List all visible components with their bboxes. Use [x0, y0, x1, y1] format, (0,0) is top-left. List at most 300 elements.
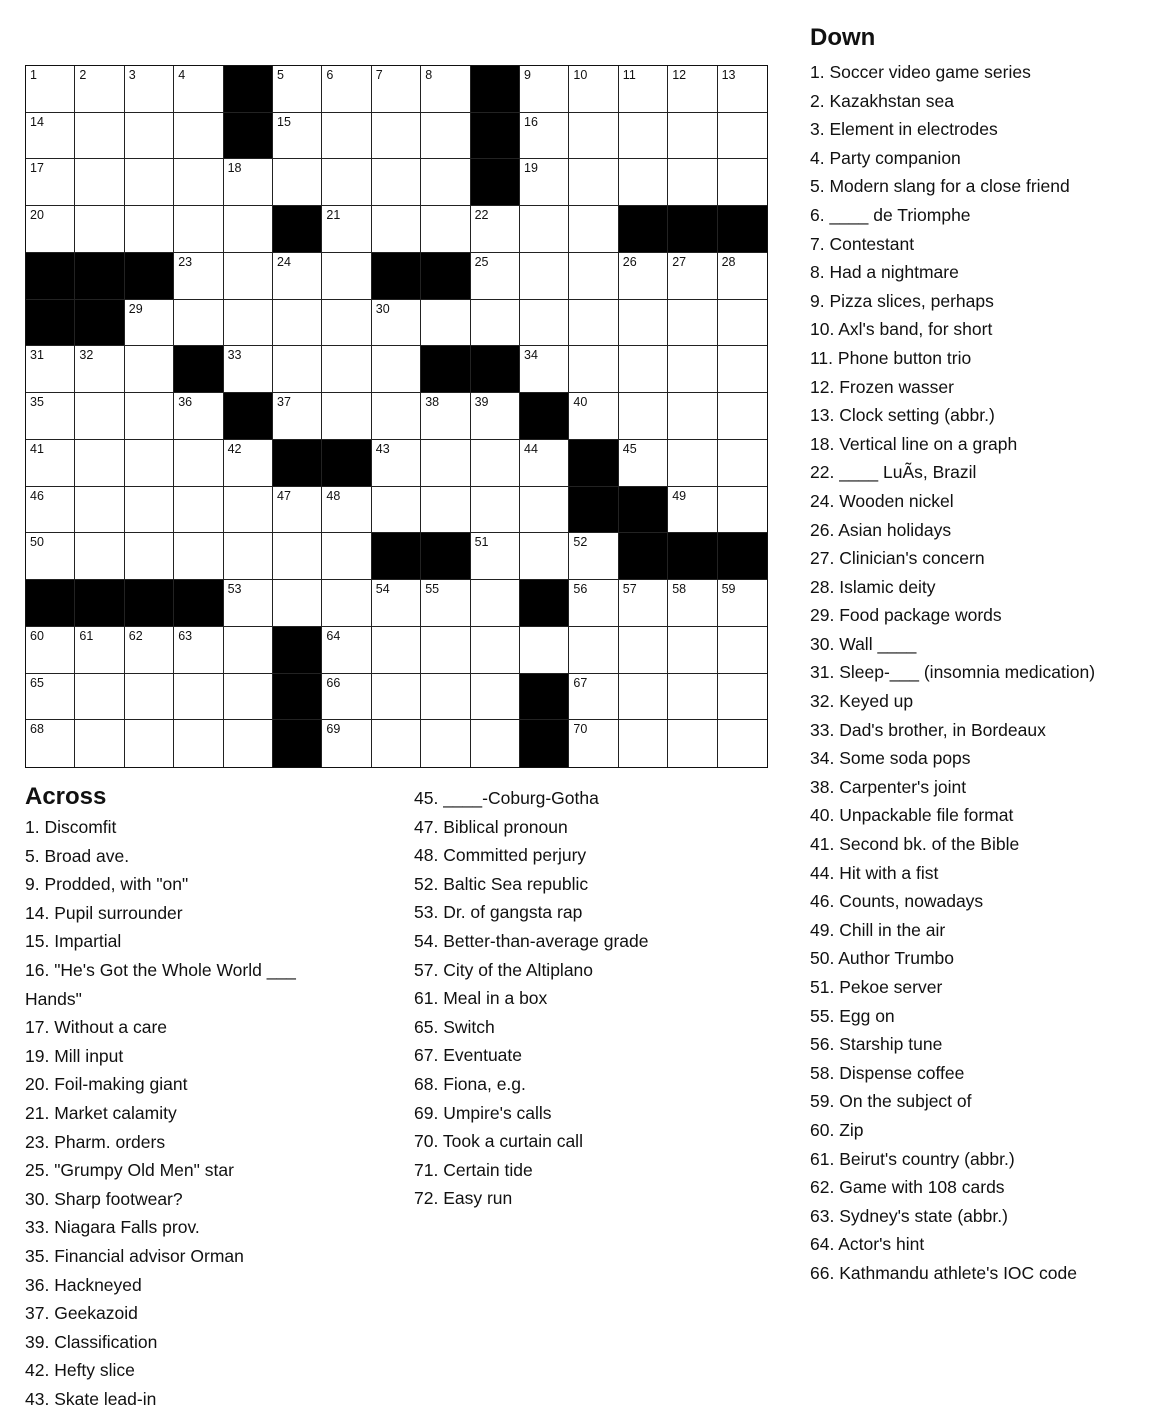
- grid-cell[interactable]: [372, 300, 421, 347]
- grid-cell[interactable]: [619, 346, 668, 393]
- grid-cell[interactable]: [569, 580, 618, 627]
- clue-number: 15: [25, 931, 45, 952]
- grid-cell[interactable]: [372, 440, 421, 487]
- grid-cell[interactable]: [224, 720, 273, 767]
- across-clue-71[interactable]: 71. Certain tide: [414, 1159, 533, 1180]
- grid-cell[interactable]: [273, 580, 322, 627]
- clue-text: Kazakhstan sea: [829, 90, 954, 111]
- clue-number: 16: [25, 959, 45, 980]
- grid-cell[interactable]: [75, 113, 124, 160]
- grid-cell[interactable]: [520, 113, 569, 160]
- grid-cell[interactable]: [372, 159, 421, 206]
- grid-cell[interactable]: [174, 159, 223, 206]
- grid-cell[interactable]: [273, 533, 322, 580]
- grid-cell[interactable]: [520, 206, 569, 253]
- grid-cell[interactable]: [471, 580, 520, 627]
- grid-cell[interactable]: [569, 113, 618, 160]
- grid-cell[interactable]: [668, 487, 717, 534]
- grid-cell[interactable]: [322, 159, 371, 206]
- grid-cell[interactable]: [421, 487, 470, 534]
- grid-cell[interactable]: [174, 627, 223, 674]
- grid-cell[interactable]: [668, 393, 717, 440]
- across-clue-21[interactable]: 21. Market calamity: [25, 1102, 177, 1123]
- grid-cell[interactable]: [520, 253, 569, 300]
- cell-number: 28: [721, 254, 736, 269]
- down-clue-1[interactable]: 1. Soccer video game series: [810, 62, 1031, 82]
- across-clue-39[interactable]: 39. Classification: [25, 1331, 158, 1352]
- grid-cell[interactable]: [174, 113, 223, 160]
- grid-cell[interactable]: [322, 720, 371, 767]
- across-clue-57[interactable]: 57. City of the Altiplano: [414, 959, 594, 980]
- across-clue-45[interactable]: 45. ____-Coburg-Gotha: [414, 788, 599, 808]
- grid-cell[interactable]: [569, 674, 618, 721]
- grid-cell[interactable]: [372, 206, 421, 253]
- grid-cell[interactable]: [421, 159, 470, 206]
- block-cell: [125, 253, 174, 300]
- grid-cell[interactable]: [520, 487, 569, 534]
- grid-cell[interactable]: [75, 159, 124, 206]
- grid-cell[interactable]: [372, 674, 421, 721]
- grid-cell[interactable]: [125, 627, 174, 674]
- down-clue-63[interactable]: 63. Sydney's state (abbr.): [810, 1205, 1008, 1226]
- across-clue-36[interactable]: 36. Hackneyed: [25, 1274, 142, 1295]
- grid-cell[interactable]: [471, 206, 520, 253]
- grid-cell[interactable]: [520, 627, 569, 674]
- clue-text: Niagara Falls prov.: [54, 1217, 200, 1238]
- grid-cell[interactable]: [75, 674, 124, 721]
- clue-text: Actor's hint: [838, 1234, 925, 1255]
- grid-cell[interactable]: [372, 113, 421, 160]
- grid-cell[interactable]: [372, 627, 421, 674]
- grid-cell[interactable]: [520, 440, 569, 487]
- clue-text: Classification: [54, 1331, 158, 1352]
- clue-text: On the subject of: [839, 1091, 972, 1112]
- grid-cell[interactable]: [569, 206, 618, 253]
- grid-cell[interactable]: [322, 533, 371, 580]
- grid-cell[interactable]: [75, 487, 124, 534]
- grid-cell[interactable]: [668, 720, 717, 767]
- across-clue-54[interactable]: 54. Better-than-average grade: [414, 930, 649, 951]
- grid-cell[interactable]: [619, 159, 668, 206]
- grid-cell[interactable]: [125, 113, 174, 160]
- grid-cell[interactable]: [668, 674, 717, 721]
- grid-cell[interactable]: [619, 720, 668, 767]
- clue-text: Foil-making giant: [54, 1074, 188, 1095]
- grid-cell[interactable]: [322, 580, 371, 627]
- grid-cell[interactable]: [322, 393, 371, 440]
- grid-cell[interactable]: [75, 440, 124, 487]
- grid-cell[interactable]: [668, 159, 717, 206]
- down-clue-38[interactable]: 38. Carpenter's joint: [810, 776, 967, 797]
- clue-text: Hefty slice: [54, 1360, 135, 1381]
- clue-number: 23: [25, 1131, 45, 1152]
- grid-cell[interactable]: [224, 627, 273, 674]
- clue-text: Element in electrodes: [829, 119, 998, 140]
- cell-number: 8: [425, 68, 433, 82]
- grid-cell[interactable]: [718, 253, 767, 300]
- across-clue-15[interactable]: 15. Impartial: [25, 931, 122, 952]
- grid-cell[interactable]: [718, 393, 767, 440]
- grid-cell[interactable]: [273, 300, 322, 347]
- down-clue-29[interactable]: 29. Food package words: [810, 605, 1002, 626]
- down-clue-41[interactable]: 41. Second bk. of the Bible: [810, 834, 1020, 855]
- across-clue-48[interactable]: 48. Committed perjury: [414, 845, 587, 866]
- grid-cell[interactable]: [471, 393, 520, 440]
- block-cell: [471, 346, 520, 393]
- cell-number: 4: [178, 68, 186, 82]
- across-clue-47[interactable]: 47. Biblical pronoun: [414, 816, 568, 837]
- grid-cell[interactable]: [619, 674, 668, 721]
- grid-cell[interactable]: [718, 346, 767, 393]
- grid-cell[interactable]: [125, 674, 174, 721]
- grid-cell[interactable]: [273, 393, 322, 440]
- across-clue-23[interactable]: 23. Pharm. orders: [25, 1131, 166, 1152]
- grid-cell[interactable]: [668, 580, 717, 627]
- down-clue-4[interactable]: 4. Party companion: [810, 147, 961, 168]
- grid-cell[interactable]: [322, 253, 371, 300]
- grid-cell[interactable]: [125, 393, 174, 440]
- grid-cell[interactable]: [372, 720, 421, 767]
- grid-cell[interactable]: [421, 66, 470, 113]
- down-clue-64[interactable]: 64. Actor's hint: [810, 1234, 925, 1255]
- grid-cell[interactable]: [471, 440, 520, 487]
- clue-number: 13: [810, 405, 830, 426]
- grid-cell[interactable]: [619, 300, 668, 347]
- grid-cell[interactable]: [322, 206, 371, 253]
- grid-cell[interactable]: [668, 346, 717, 393]
- across-clue-52[interactable]: 52. Baltic Sea republic: [414, 873, 589, 894]
- grid-cell[interactable]: [224, 533, 273, 580]
- across-clue-9[interactable]: 9. Prodded, with "on": [25, 874, 189, 895]
- grid-cell[interactable]: [372, 487, 421, 534]
- grid-cell[interactable]: [125, 346, 174, 393]
- grid-cell[interactable]: [322, 300, 371, 347]
- block-cell: [273, 440, 322, 487]
- across-clue-43[interactable]: 43. Skate lead-in: [25, 1388, 157, 1409]
- across-clue-1[interactable]: 1. Discomfit: [25, 817, 117, 837]
- across-clue-35[interactable]: 35. Financial advisor Orman: [25, 1245, 244, 1266]
- down-clue-61[interactable]: 61. Beirut's country (abbr.): [810, 1148, 1015, 1169]
- across-clue-16[interactable]: 16. "He's Got the Whole World ___ Hands": [25, 959, 296, 1009]
- down-clue-44[interactable]: 44. Hit with a fist: [810, 862, 939, 883]
- grid-cell[interactable]: [569, 66, 618, 113]
- grid-cell[interactable]: [26, 393, 75, 440]
- grid-cell[interactable]: [224, 159, 273, 206]
- down-clue-46[interactable]: 46. Counts, nowadays: [810, 891, 984, 912]
- grid-cell[interactable]: [569, 253, 618, 300]
- grid-cell[interactable]: [569, 720, 618, 767]
- down-clue-28[interactable]: 28. Islamic deity: [810, 576, 936, 597]
- grid-cell[interactable]: [569, 159, 618, 206]
- cell-number: 46: [30, 488, 44, 503]
- grid-cell[interactable]: [421, 300, 470, 347]
- across-clue-61[interactable]: 61. Meal in a box: [414, 988, 548, 1009]
- grid-cell[interactable]: [619, 393, 668, 440]
- grid-cell[interactable]: [75, 627, 124, 674]
- down-clue-62[interactable]: 62. Game with 108 cards: [810, 1177, 1005, 1198]
- grid-cell[interactable]: [26, 66, 75, 113]
- grid-cell[interactable]: [372, 346, 421, 393]
- grid-cell[interactable]: [26, 440, 75, 487]
- grid-cell[interactable]: [619, 66, 668, 113]
- grid-cell[interactable]: [619, 440, 668, 487]
- grid-cell[interactable]: [174, 440, 223, 487]
- across-clue-69[interactable]: 69. Umpire's calls: [414, 1102, 552, 1123]
- grid-cell[interactable]: [224, 206, 273, 253]
- cell-number: 49: [672, 488, 687, 503]
- down-clue-34[interactable]: 34. Some soda pops: [810, 748, 971, 769]
- grid-cell[interactable]: [75, 346, 124, 393]
- grid-cell[interactable]: [421, 113, 470, 160]
- grid-cell[interactable]: [718, 580, 767, 627]
- grid-cell[interactable]: [520, 159, 569, 206]
- grid-cell[interactable]: [569, 533, 618, 580]
- grid-cell[interactable]: [125, 300, 174, 347]
- across-clue-19[interactable]: 19. Mill input: [25, 1045, 124, 1066]
- grid-cell[interactable]: [520, 66, 569, 113]
- down-clue-12[interactable]: 12. Frozen wasser: [810, 376, 954, 397]
- grid-cell[interactable]: [26, 206, 75, 253]
- grid-cell[interactable]: [619, 253, 668, 300]
- across-clue-42[interactable]: 42. Hefty slice: [25, 1360, 135, 1381]
- down-clue-24[interactable]: 24. Wooden nickel: [810, 490, 954, 511]
- grid-cell[interactable]: [75, 720, 124, 767]
- grid-cell[interactable]: [75, 66, 124, 113]
- grid-cell[interactable]: [718, 159, 767, 206]
- down-clue-51[interactable]: 51. Pekoe server: [810, 977, 943, 997]
- grid-cell[interactable]: [224, 674, 273, 721]
- grid-cell[interactable]: [174, 487, 223, 534]
- grid-cell[interactable]: [668, 440, 717, 487]
- across-clue-33[interactable]: 33. Niagara Falls prov.: [25, 1217, 200, 1238]
- grid-cell[interactable]: [520, 346, 569, 393]
- grid-cell[interactable]: [224, 440, 273, 487]
- grid-cell[interactable]: [421, 206, 470, 253]
- grid-cell[interactable]: [569, 393, 618, 440]
- grid-cell[interactable]: [372, 580, 421, 627]
- grid-cell[interactable]: [668, 253, 717, 300]
- grid-cell[interactable]: [718, 487, 767, 534]
- grid-cell[interactable]: [668, 627, 717, 674]
- grid-cell[interactable]: [471, 300, 520, 347]
- cell-number: 52: [573, 535, 588, 550]
- grid-cell[interactable]: [26, 533, 75, 580]
- across-clue-25[interactable]: 25. "Grumpy Old Men" star: [25, 1160, 234, 1181]
- down-clue-32[interactable]: 32. Keyed up: [810, 691, 914, 712]
- grid-cell[interactable]: [174, 533, 223, 580]
- grid-cell[interactable]: [718, 674, 767, 721]
- grid-cell[interactable]: [224, 300, 273, 347]
- grid-cell[interactable]: [520, 533, 569, 580]
- grid-cell[interactable]: [619, 580, 668, 627]
- clue-number: 48: [414, 845, 434, 866]
- down-clue-3[interactable]: 3. Element in electrodes: [810, 119, 998, 140]
- down-clue-56[interactable]: 56. Starship tune: [810, 1034, 943, 1055]
- across-clue-68[interactable]: 68. Fiona, e.g.: [414, 1073, 526, 1094]
- grid-cell[interactable]: [421, 580, 470, 627]
- grid-cell[interactable]: [273, 253, 322, 300]
- cell-number: 33: [227, 348, 242, 363]
- grid-cell[interactable]: [471, 674, 520, 721]
- block-cell: [75, 580, 124, 627]
- grid-cell[interactable]: [174, 300, 223, 347]
- across-clue-30[interactable]: 30. Sharp footwear?: [25, 1188, 183, 1209]
- grid-cell[interactable]: [372, 393, 421, 440]
- grid-cell[interactable]: [322, 627, 371, 674]
- grid-cell[interactable]: [322, 674, 371, 721]
- grid-cell[interactable]: [26, 113, 75, 160]
- grid-cell[interactable]: [421, 393, 470, 440]
- grid-cell[interactable]: [718, 113, 767, 160]
- clue-number: 52: [414, 873, 434, 894]
- down-clue-33[interactable]: 33. Dad's brother, in Bordeaux: [810, 719, 1046, 740]
- grid-cell[interactable]: [125, 206, 174, 253]
- grid-cell[interactable]: [322, 113, 371, 160]
- grid-cell[interactable]: [26, 674, 75, 721]
- grid-cell[interactable]: [26, 346, 75, 393]
- grid-cell[interactable]: [273, 487, 322, 534]
- grid-cell[interactable]: [471, 487, 520, 534]
- grid-cell[interactable]: [174, 720, 223, 767]
- grid-cell[interactable]: [322, 66, 371, 113]
- across-clue-20[interactable]: 20. Foil-making giant: [25, 1074, 188, 1095]
- grid-cell[interactable]: [125, 159, 174, 206]
- down-clue-6[interactable]: 6. ____ de Triomphe: [810, 204, 971, 225]
- grid-cell[interactable]: [125, 533, 174, 580]
- grid-cell[interactable]: [224, 580, 273, 627]
- grid-cell[interactable]: [26, 159, 75, 206]
- clue-text: Baltic Sea republic: [443, 873, 589, 894]
- clue-text: "He's Got the Whole World ___ Hands": [25, 959, 296, 1009]
- grid-cell[interactable]: [322, 346, 371, 393]
- grid-cell[interactable]: [273, 346, 322, 393]
- across-clue-53[interactable]: 53. Dr. of gangsta rap: [414, 902, 583, 923]
- grid-cell[interactable]: [273, 113, 322, 160]
- down-clue-18[interactable]: 18. Vertical line on a graph: [810, 433, 1018, 454]
- grid-cell[interactable]: [421, 440, 470, 487]
- grid-cell[interactable]: [718, 66, 767, 113]
- grid-cell[interactable]: [125, 487, 174, 534]
- grid-cell[interactable]: [75, 393, 124, 440]
- grid-cell[interactable]: [26, 720, 75, 767]
- grid-cell[interactable]: [224, 253, 273, 300]
- down-clue-66[interactable]: 66. Kathmandu athlete's IOC code: [810, 1262, 1077, 1283]
- grid-cell[interactable]: [174, 206, 223, 253]
- grid-cell[interactable]: [718, 300, 767, 347]
- down-clue-27[interactable]: 27. Clinician's concern: [810, 548, 985, 569]
- down-clue-55[interactable]: 55. Egg on: [810, 1005, 895, 1026]
- grid-cell[interactable]: [569, 627, 618, 674]
- grid-cell[interactable]: [718, 627, 767, 674]
- down-clue-13[interactable]: 13. Clock setting (abbr.): [810, 405, 995, 426]
- down-clue-5[interactable]: 5. Modern slang for a close friend: [810, 176, 1070, 197]
- grid-cell[interactable]: [174, 253, 223, 300]
- down-clue-9[interactable]: 9. Pizza slices, perhaps: [810, 290, 994, 311]
- across-clue-17[interactable]: 17. Without a care: [25, 1017, 168, 1038]
- grid-cell[interactable]: [125, 66, 174, 113]
- grid-cell[interactable]: [273, 159, 322, 206]
- grid-cell[interactable]: [718, 440, 767, 487]
- across-clue-list-column-2: [414, 784, 794, 1213]
- grid-cell[interactable]: [619, 627, 668, 674]
- grid-cell[interactable]: [125, 440, 174, 487]
- clue-text: Clock setting (abbr.): [839, 405, 995, 426]
- clue-text: Starship tune: [839, 1034, 943, 1055]
- grid-cell[interactable]: [471, 720, 520, 767]
- grid-cell[interactable]: [668, 300, 717, 347]
- across-clue-37[interactable]: 37. Geekazoid: [25, 1303, 138, 1324]
- across-clue-72[interactable]: 72. Easy run: [414, 1188, 513, 1209]
- grid-cell[interactable]: [125, 720, 174, 767]
- grid-cell[interactable]: [471, 533, 520, 580]
- across-clue-67[interactable]: 67. Eventuate: [414, 1045, 523, 1066]
- down-clue-30[interactable]: 30. Wall ____: [810, 633, 917, 654]
- clue-text: Zip: [839, 1119, 864, 1140]
- grid-cell[interactable]: [273, 66, 322, 113]
- clue-text: Soccer video game series: [829, 62, 1031, 82]
- grid-cell[interactable]: [224, 487, 273, 534]
- down-clue-26[interactable]: 26. Asian holidays: [810, 519, 952, 540]
- grid-cell[interactable]: [75, 533, 124, 580]
- grid-cell[interactable]: [224, 346, 273, 393]
- grid-cell[interactable]: [668, 113, 717, 160]
- grid-cell[interactable]: [372, 66, 421, 113]
- down-clue-58[interactable]: 58. Dispense coffee: [810, 1062, 965, 1083]
- down-clue-50[interactable]: 50. Author Trumbo: [810, 948, 954, 969]
- grid-cell[interactable]: [471, 253, 520, 300]
- grid-cell[interactable]: [718, 720, 767, 767]
- clue-number: 47: [414, 816, 434, 837]
- grid-cell[interactable]: [520, 300, 569, 347]
- grid-cell[interactable]: [421, 720, 470, 767]
- down-clue-31[interactable]: 31. Sleep-___ (insomnia medication): [810, 662, 1096, 683]
- down-clue-8[interactable]: 8. Had a nightmare: [810, 262, 959, 283]
- down-clue-10[interactable]: 10. Axl's band, for short: [810, 319, 993, 340]
- grid-cell[interactable]: [75, 206, 124, 253]
- across-clue-5[interactable]: 5. Broad ave.: [25, 845, 130, 866]
- grid-cell[interactable]: [421, 674, 470, 721]
- across-clue-70[interactable]: 70. Took a curtain call: [414, 1131, 583, 1152]
- across-clue-14[interactable]: 14. Pupil surrounder: [25, 902, 183, 923]
- down-clue-11[interactable]: 11. Phone button trio: [810, 347, 972, 368]
- grid-cell[interactable]: [322, 487, 371, 534]
- down-clue-59[interactable]: 59. On the subject of: [810, 1091, 972, 1112]
- grid-cell[interactable]: [668, 66, 717, 113]
- clue-text: Second bk. of the Bible: [839, 834, 1020, 855]
- grid-cell[interactable]: [174, 66, 223, 113]
- down-clue-22[interactable]: 22. ____ LuÃs, Brazil: [810, 462, 977, 483]
- grid-cell[interactable]: [619, 113, 668, 160]
- down-clue-2[interactable]: 2. Kazakhstan sea: [810, 90, 954, 111]
- grid-cell[interactable]: [421, 627, 470, 674]
- down-clue-49[interactable]: 49. Chill in the air: [810, 919, 946, 940]
- cell-number: 43: [375, 441, 390, 456]
- grid-cell[interactable]: [26, 627, 75, 674]
- grid-cell[interactable]: [26, 487, 75, 534]
- grid-cell[interactable]: [174, 393, 223, 440]
- grid-cell[interactable]: [174, 674, 223, 721]
- cell-number: 61: [79, 628, 94, 643]
- down-clue-7[interactable]: 7. Contestant: [810, 233, 915, 254]
- block-cell: [273, 674, 322, 721]
- down-clue-60[interactable]: 60. Zip: [810, 1119, 864, 1140]
- grid-cell[interactable]: [471, 627, 520, 674]
- across-clue-65[interactable]: 65. Switch: [414, 1016, 495, 1037]
- clue-text: Beirut's country (abbr.): [839, 1148, 1015, 1169]
- grid-cell[interactable]: [569, 300, 618, 347]
- down-clue-40[interactable]: 40. Unpackable file format: [810, 805, 1014, 826]
- grid-cell[interactable]: [569, 346, 618, 393]
